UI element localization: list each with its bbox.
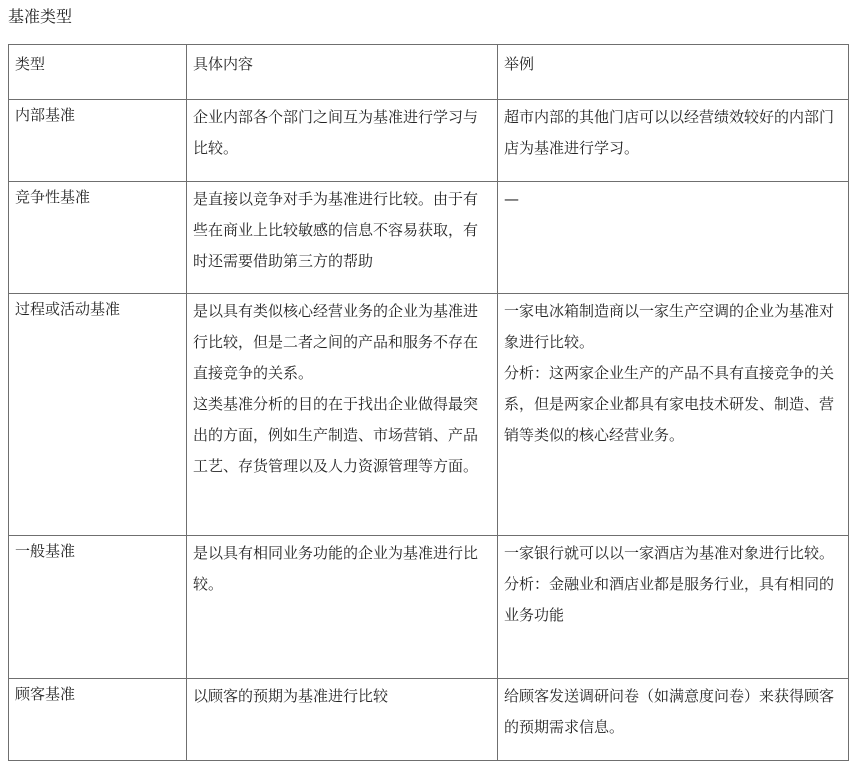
type-cell: 顾客基准: [9, 679, 187, 761]
example-text: 一家电冰箱制造商以一家生产空调的企业为基准对象进行比较。: [504, 302, 835, 351]
page-title: 基准类型: [8, 7, 73, 26]
example-text: 超市内部的其他门店可以以经营绩效较好的内部门店为基准进行学习。: [504, 108, 835, 157]
benchmark-table: [8, 44, 849, 761]
header-type: 类型: [9, 45, 187, 100]
content-text: 以顾客的预期为基准进行比较: [193, 687, 389, 705]
type-cell: 一般基准: [9, 536, 187, 679]
content-cell: [187, 536, 498, 679]
header-example: 举例: [498, 45, 849, 100]
example-cell: [498, 294, 849, 536]
content-text: 是直接以竞争对手为基准进行比较。由于有些在商业上比较敏感的信息不容易获取，有时还需要借助第三方的帮助: [193, 190, 479, 270]
content-cell: [187, 182, 498, 294]
header-content: 具体内容: [187, 45, 498, 100]
table-row: [9, 100, 849, 182]
table-row: [9, 182, 849, 294]
content-text: 是以具有相同业务功能的企业为基准进行比较。: [193, 544, 479, 593]
content-text: 企业内部各个部门之间互为基准进行学习与比较。: [193, 108, 479, 157]
analysis-text: 分析：这两家企业生产的产品不具有直接竞争的关系，但是两家企业都具有家电技术研发、制造、营销等类似的核心经营业务。: [504, 364, 835, 444]
content-cell: [187, 294, 498, 536]
example-text: 给顾客发送调研问卷（如满意度问卷）来获得顾客的预期需求信息。: [504, 687, 835, 736]
analysis-text: 分析：金融业和酒店业都是服务行业，具有相同的业务功能: [504, 575, 835, 624]
example-cell: [498, 182, 849, 294]
example-text: 一家银行就可以以一家酒店为基准对象进行比较。: [504, 544, 835, 562]
example-cell: [498, 536, 849, 679]
content-text: 这类基准分析的目的在于找出企业做得最突出的方面，例如生产制造、市场营销、产品工艺、存货管理以及人力资源管理等方面。: [193, 395, 479, 475]
table-row: [9, 679, 849, 761]
type-cell: 内部基准: [9, 100, 187, 182]
example-cell: [498, 100, 849, 182]
example-text: —: [504, 190, 519, 208]
content-cell: [187, 100, 498, 182]
table-header-row: [9, 45, 849, 100]
table-row: [9, 536, 849, 679]
type-cell: 过程或活动基准: [9, 294, 187, 536]
type-cell: 竞争性基准: [9, 182, 187, 294]
table-row: [9, 294, 849, 536]
content-cell: [187, 679, 498, 761]
content-text: 是以具有类似核心经营业务的企业为基准进行比较，但是二者之间的产品和服务不存在直接竞争的关系。: [193, 302, 479, 382]
example-cell: [498, 679, 849, 761]
